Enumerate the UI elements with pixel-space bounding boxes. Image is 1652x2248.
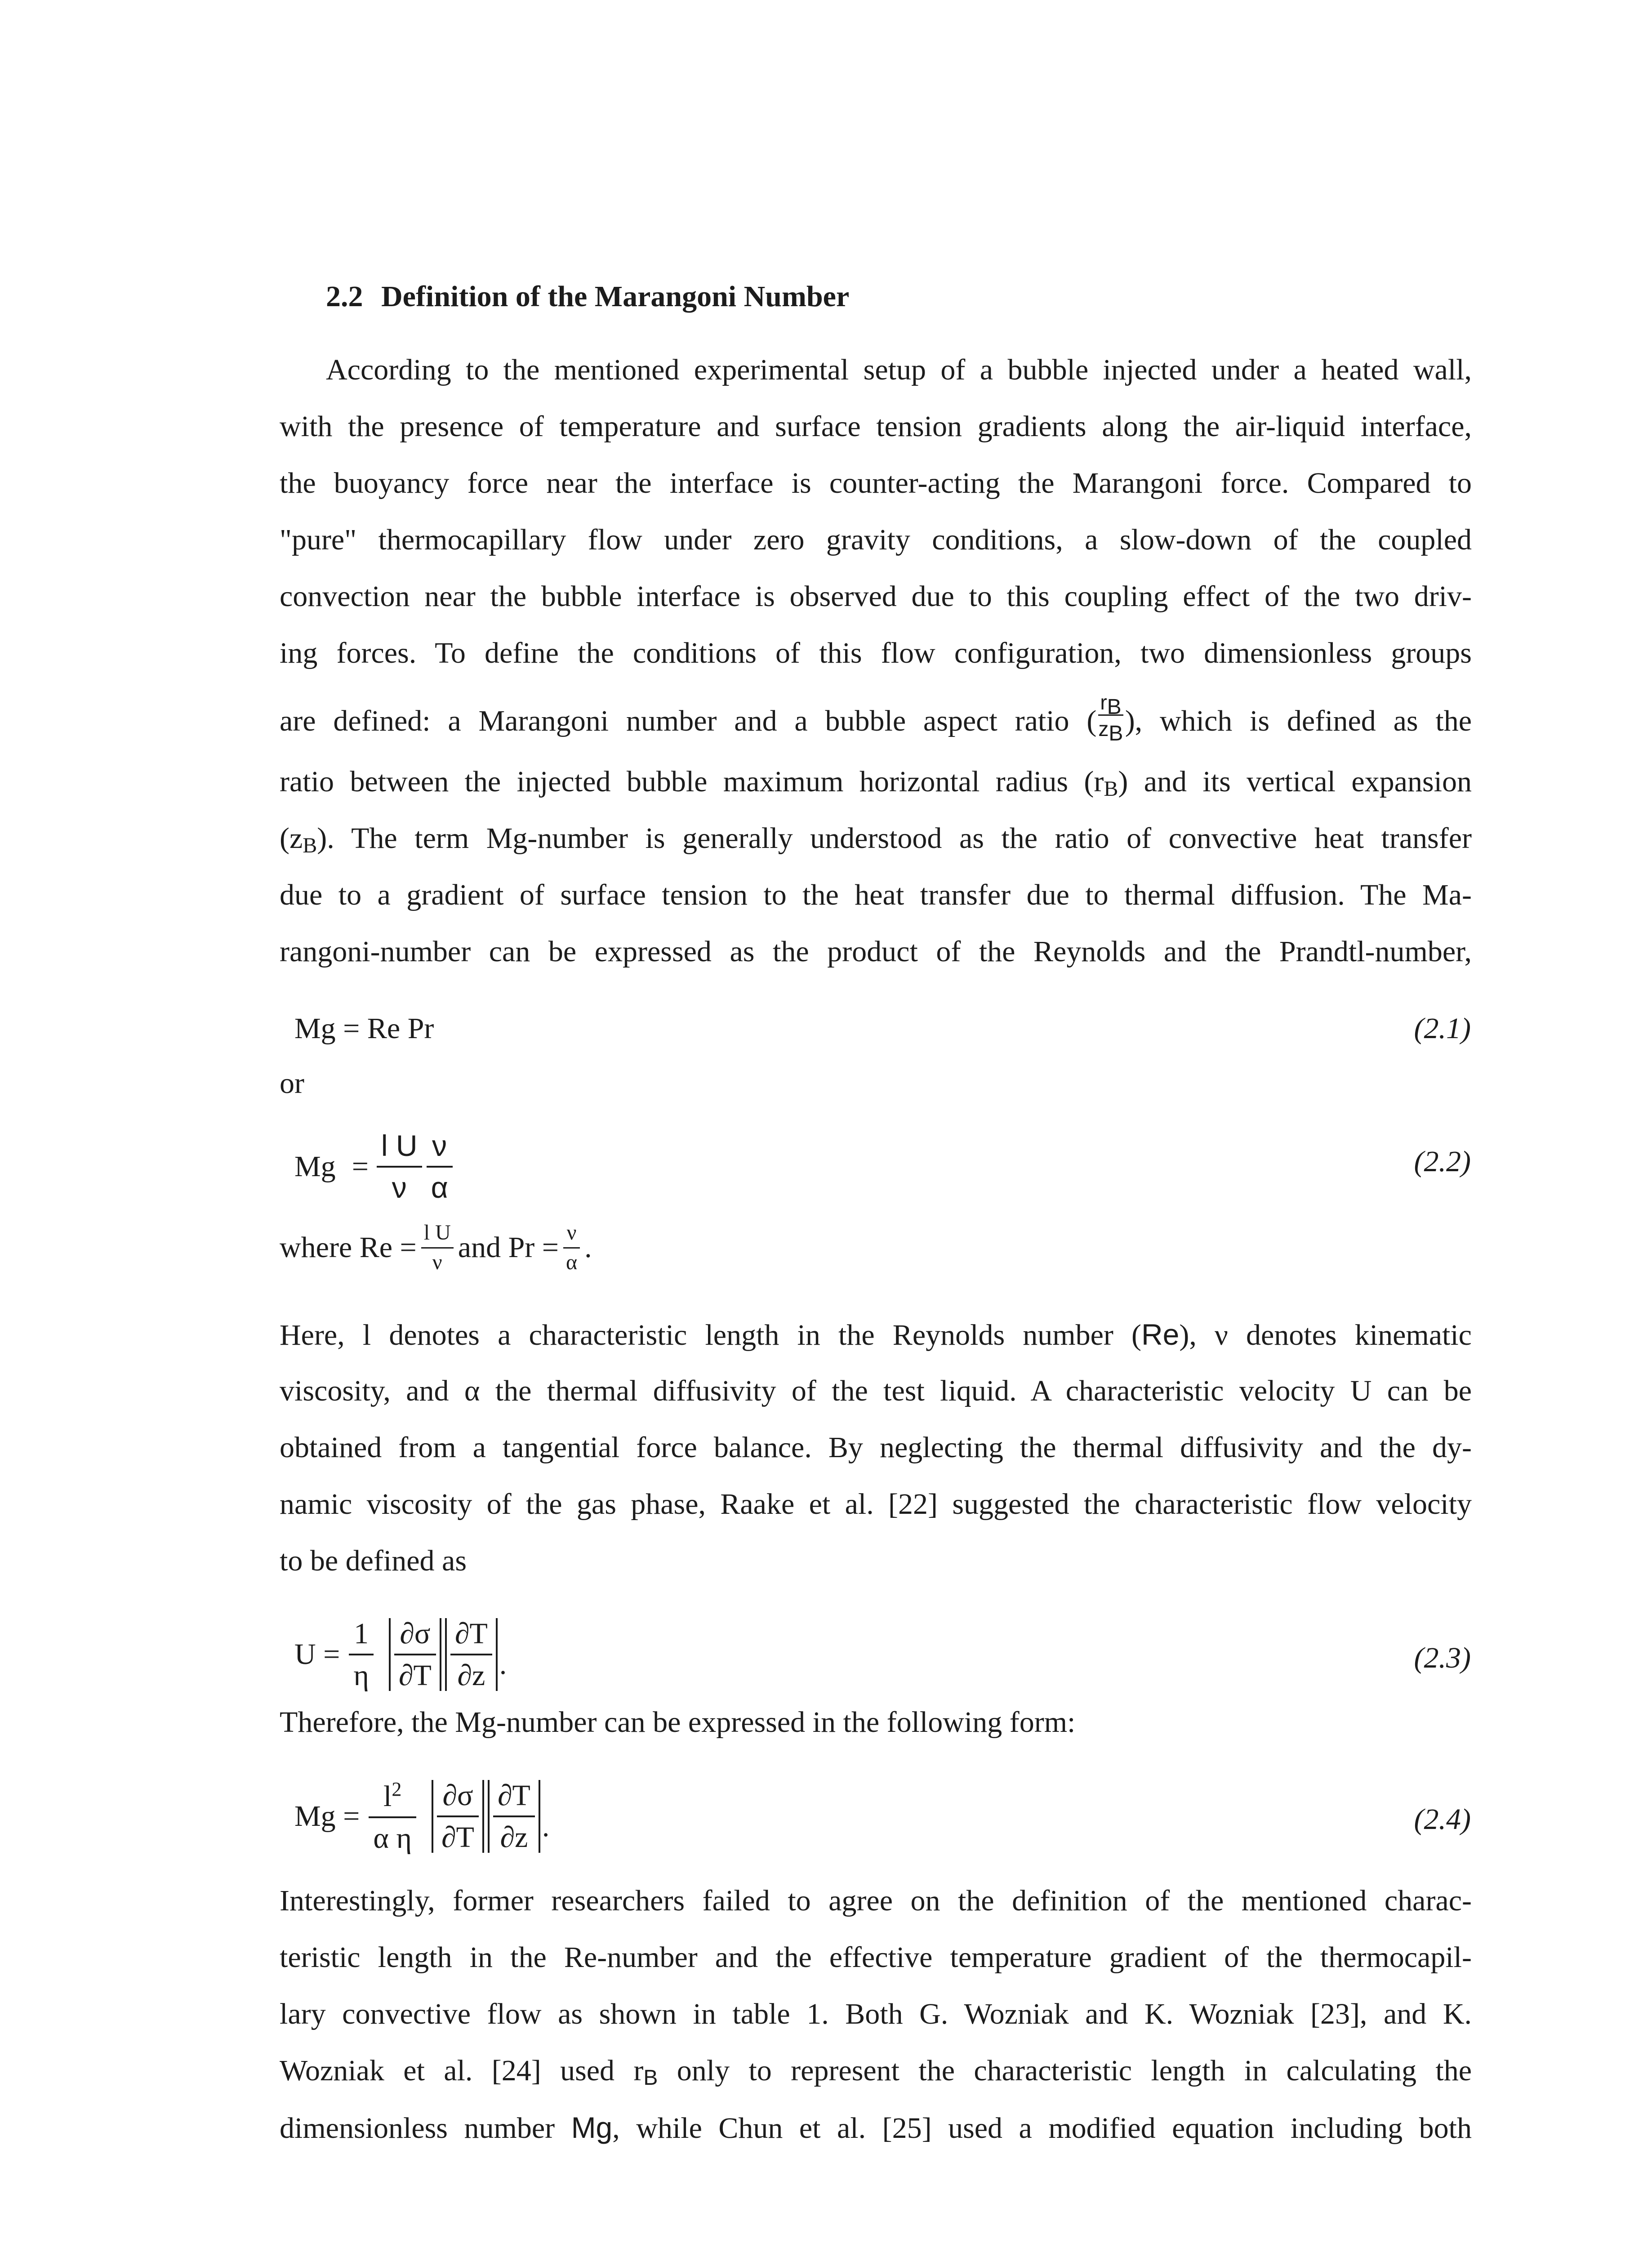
text-line: ing forces. To define the conditions of this flow configuration, two dimensionless groups [280, 637, 1472, 669]
where-definitions [280, 1214, 1471, 1281]
ratio-numerator-sub: B [1107, 695, 1122, 719]
subscript: B [303, 834, 317, 857]
abs-surface-tension-gradient [389, 1618, 441, 1691]
text-run: ratio between the injected bubble maximum horizontal radius (r [280, 765, 1104, 798]
eq-lhs: Mg = [294, 1800, 360, 1833]
denominator: η [353, 1659, 369, 1692]
partial-fraction [437, 1780, 479, 1853]
denominator: ν [392, 1171, 407, 1204]
text-run: are defined: a Marangoni number and a bubble aspect ratio ( [280, 705, 1097, 737]
numerator: ν [563, 1222, 580, 1248]
denominator: ∂z [457, 1659, 485, 1692]
numerator: ∂T [493, 1780, 535, 1817]
fraction-reynolds [377, 1130, 422, 1204]
therefore-text: Therefore, the Mg-number can be expressed in the following form: [280, 1706, 1076, 1739]
where-text: and Pr = [458, 1231, 559, 1264]
text-line [280, 810, 1472, 867]
fraction-prandtl [427, 1130, 453, 1204]
text-run: Mg [571, 2111, 613, 2144]
superscript: 2 [392, 1778, 402, 1800]
ratio-numerator: r [1100, 691, 1107, 714]
text-line: lary convective flow as shown in table 1. Both G. Wozniak and K. Wozniak [23], and K. [280, 1998, 1472, 2030]
numerator: ν [427, 1130, 453, 1168]
text-line: teristic length in the Re-number and the effective temperature gradient of the thermocapil- [280, 1941, 1472, 1974]
paragraph-velocity [280, 1306, 1472, 1589]
text-run: (z [280, 822, 303, 855]
text-line: convection near the bubble interface is observed due to this coupling effect of the two driv- [280, 580, 1472, 613]
abs-surface-tension-gradient [432, 1780, 484, 1853]
text-run: only to represent the characteristic length in calculating the [658, 2054, 1472, 2087]
text-run: Wozniak et al. [24] used r [280, 2054, 644, 2087]
period: . [542, 1810, 550, 1843]
eq-lhs: U = [294, 1638, 340, 1671]
text-line [280, 2043, 1472, 2099]
equation-text: Mg = Re Pr [294, 1012, 434, 1045]
where-text: . [584, 1231, 592, 1264]
text-run: Here, l denotes a characteristic length in the Reynolds number ( [280, 1319, 1142, 1351]
fraction-pr [563, 1222, 580, 1274]
partial-fraction [394, 1618, 436, 1691]
text-run: ) and its vertical expansion [1118, 765, 1472, 798]
therefore-row [280, 1705, 1471, 1740]
text-line [280, 1306, 1472, 1363]
ratio-denominator: z [1098, 717, 1109, 741]
text-line: namic viscosity of the gas phase, Raake et al. [22] suggested the characteristic flow velocity [280, 1488, 1472, 1521]
text-run: ), ν denotes kinematic [1179, 1319, 1472, 1351]
numerator: ∂T [450, 1618, 492, 1655]
text-line: viscosity, and α the thermal diffusivity of the test liquid. A characteristic velocity U can be [280, 1374, 1472, 1407]
equation-label: (2.3) [1414, 1641, 1471, 1674]
numerator: l U [377, 1130, 422, 1168]
denominator: α [566, 1250, 578, 1274]
text-run: ). The term Mg-number is generally understood as the ratio of convective heat transfer [317, 822, 1472, 855]
text-run: Re [1141, 1318, 1180, 1351]
or-text: or [280, 1067, 304, 1100]
subscript: B [1104, 777, 1118, 801]
eq-lhs: Mg [294, 1150, 336, 1183]
text-line: due to a gradient of surface tension to the heat transfer due to thermal diffusion. The Ma- [280, 879, 1472, 911]
text-line: the buoyancy force near the interface is counter-acting the Marangoni force. Compared to [280, 467, 1472, 500]
period: . [499, 1648, 507, 1681]
fraction-re [421, 1222, 454, 1274]
numerator: l U [421, 1222, 454, 1248]
denominator: ∂T [398, 1659, 432, 1692]
denominator: ∂T [441, 1821, 474, 1854]
text-line: obtained from a tangential force balance. By neglecting the thermal diffusivity and the dy- [280, 1431, 1472, 1464]
text-run: , while Chun et al. [25] used a modified equation including both [612, 2112, 1472, 2145]
equation-2-2 [280, 1120, 1471, 1214]
aspect-ratio-fraction [1098, 691, 1123, 746]
partial-fraction [450, 1618, 492, 1691]
equation-2-4 [280, 1769, 1471, 1864]
numerator: ∂σ [394, 1618, 436, 1655]
fraction-coefficient [369, 1779, 416, 1854]
section-title: Definition of the Marangoni Number [381, 280, 850, 313]
abs-temperature-gradient [488, 1780, 540, 1853]
partial-fraction [493, 1780, 535, 1853]
numerator [369, 1779, 416, 1818]
subscript: B [643, 2066, 658, 2090]
text-line: with the presence of temperature and surface tension gradients along the air-liquid interface, [280, 410, 1472, 443]
text-line: "pure" thermocapillary flow under zero gravity conditions, a slow-down of the coupled [280, 523, 1472, 556]
denominator: ∂z [500, 1821, 528, 1854]
paragraph-intro [280, 342, 1472, 980]
fraction-coefficient [349, 1618, 374, 1691]
equation-label: (2.4) [1414, 1803, 1471, 1836]
text-line [280, 754, 1472, 810]
section-heading [326, 280, 849, 314]
ratio-denominator-sub: B [1109, 722, 1123, 746]
equation-label: (2.2) [1414, 1145, 1471, 1178]
denominator: ν [432, 1250, 442, 1274]
text-line: Interestingly, former researchers failed to agree on the definition of the mentioned charac- [280, 1884, 1472, 1917]
text-line: According to the mentioned experimental setup of a bubble injected under a heated wall, [326, 353, 1472, 386]
equation-2-3 [280, 1610, 1471, 1699]
text-line [280, 2099, 1472, 2156]
numerator: ∂σ [437, 1780, 479, 1817]
section-number: 2.2 [326, 280, 363, 313]
text-line: rangoni-number can be expressed as the product of the Reynolds and the Prandtl-number, [280, 935, 1472, 968]
abs-temperature-gradient [445, 1618, 498, 1691]
where-text: where Re = [280, 1231, 417, 1264]
text-line-with-ratio [280, 682, 1472, 754]
equation-label: (2.1) [1414, 1012, 1471, 1045]
numerator-base: l [383, 1780, 392, 1813]
text-run: ), which is defined as the [1125, 705, 1472, 737]
paragraph-literature [280, 1873, 1472, 2156]
eq-sign: = [352, 1150, 369, 1183]
denominator: α η [373, 1822, 412, 1855]
text-run: dimensionless number [280, 2112, 571, 2145]
text-line: to be defined as [280, 1544, 467, 1577]
denominator: α [431, 1171, 448, 1204]
or-text-row [280, 1066, 1471, 1101]
numerator: 1 [349, 1618, 374, 1655]
